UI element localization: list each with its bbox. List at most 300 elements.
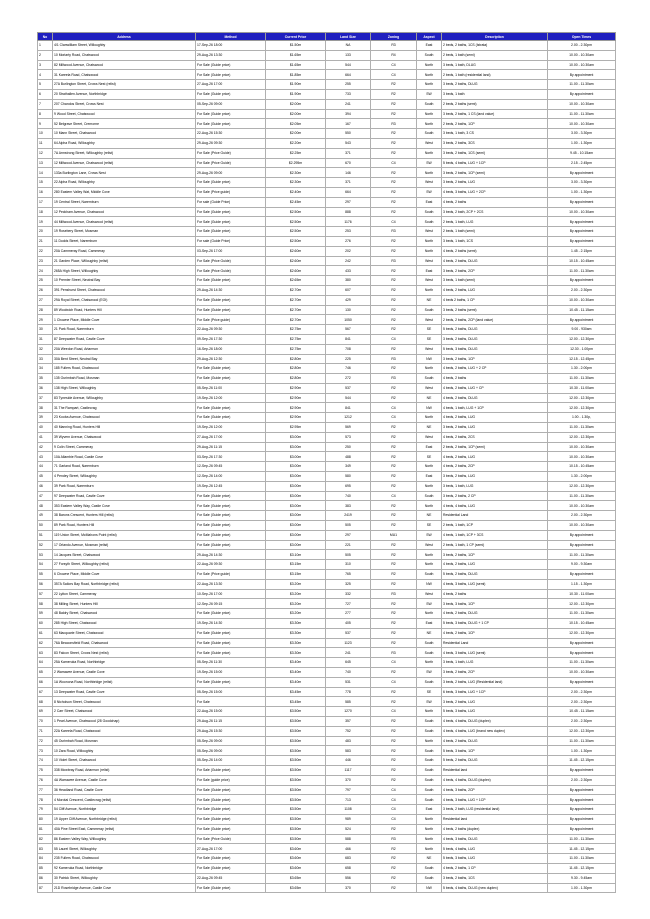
- row-number: 23: [38, 256, 53, 266]
- price-cell: $3.20m: [266, 579, 326, 589]
- table-row[interactable]: [38, 432, 616, 442]
- aspect-cell: North: [417, 364, 442, 374]
- address-cell: 12 Peckham Avenue, Chatswood: [53, 207, 196, 217]
- address-cell: 6 Chowne Place, Middle Cove: [53, 570, 196, 580]
- aspect-cell: North: [417, 119, 442, 129]
- description-cell: 5 beds, 4 baths, LUG + 1CP: [442, 158, 548, 168]
- table-row[interactable]: [38, 707, 616, 717]
- open-times-cell: 12.30 - 1.00pm: [548, 344, 616, 354]
- column-header-land-size[interactable]: Land Size: [326, 33, 371, 41]
- zoning-cell: R3: [371, 374, 417, 384]
- address-cell: 30A Bent Street, Neutral Bay: [53, 354, 196, 364]
- land-size-cell: 588: [326, 834, 371, 844]
- row-number: 60: [38, 619, 53, 629]
- table-row[interactable]: [38, 295, 616, 305]
- address-cell: 10A Allambie Road, Castle Cove: [53, 452, 196, 462]
- zoning-cell: R2: [371, 99, 417, 109]
- land-size-cell: 505: [326, 521, 371, 531]
- table-row[interactable]: [38, 109, 616, 119]
- table-row[interactable]: [38, 775, 616, 785]
- aspect-cell: North: [417, 462, 442, 472]
- zoning-cell: R2: [371, 756, 417, 766]
- row-number: 15: [38, 178, 53, 188]
- price-cell: $3.50m: [266, 756, 326, 766]
- table-row[interactable]: [38, 511, 616, 521]
- price-cell: $3.00m: [266, 511, 326, 521]
- method-cell: 27-Aug-26 17:00: [196, 80, 266, 90]
- zoning-cell: R2: [371, 168, 417, 178]
- table-row[interactable]: [38, 785, 616, 795]
- land-size-cell: 130: [326, 305, 371, 315]
- column-header-method[interactable]: Method: [196, 33, 266, 41]
- method-cell: For Sale (Guide price): [196, 60, 266, 70]
- address-cell: 76A Beaconsfield Road, Chatswood: [53, 638, 196, 648]
- zoning-cell: R2: [371, 187, 417, 197]
- table-row[interactable]: [38, 854, 616, 864]
- description-cell: 4 beds, 2 baths, 2CP: [442, 462, 548, 472]
- table-row[interactable]: [38, 472, 616, 482]
- land-size-cell: 272: [326, 374, 371, 384]
- aspect-cell: SE: [417, 452, 442, 462]
- description-cell: 4 beds, 4 baths, DLUG (duplex): [442, 775, 548, 785]
- row-number: 41: [38, 432, 53, 442]
- price-cell: $2.60m: [266, 246, 326, 256]
- price-cell: $3.50m: [266, 814, 326, 824]
- table-row[interactable]: [38, 795, 616, 805]
- method-cell: For sale (Guide Price): [196, 236, 266, 246]
- table-row[interactable]: [38, 315, 616, 325]
- method-cell: 12-Sep-26 14:00: [196, 472, 266, 482]
- row-number: 55: [38, 570, 53, 580]
- zoning-cell: R2: [371, 609, 417, 619]
- table-row[interactable]: [38, 246, 616, 256]
- aspect-cell: NE: [417, 295, 442, 305]
- price-cell: $3.00m: [266, 432, 326, 442]
- aspect-cell: NW: [417, 883, 442, 893]
- address-cell: 21 Garden Place, Willoughby (relist): [53, 256, 196, 266]
- table-row[interactable]: [38, 677, 616, 687]
- aspect-cell: South: [417, 746, 442, 756]
- table-row[interactable]: [38, 158, 616, 168]
- open-times-cell: 12.00 - 12.30pm: [548, 334, 616, 344]
- description-cell: 2 beds, 2 baths, 1CP: [442, 119, 548, 129]
- address-cell: 92 Kameruka Road, Northbridge: [53, 863, 196, 873]
- price-cell: $2.90m: [266, 383, 326, 393]
- table-row[interactable]: [38, 579, 616, 589]
- table-row[interactable]: [38, 726, 616, 736]
- row-number: 69: [38, 707, 53, 717]
- table-row[interactable]: [38, 413, 616, 423]
- table-row[interactable]: [38, 119, 616, 129]
- address-cell: 353 Eastern Valley Way, Castle Cove: [53, 501, 196, 511]
- address-cell: 54 Cliff Avenue, Northbridge: [53, 805, 196, 815]
- method-cell: For Sale (Guide price): [196, 638, 266, 648]
- table-row[interactable]: [38, 648, 616, 658]
- description-cell: 2 beds, 2 baths, 1CP (semi): [442, 442, 548, 452]
- table-row[interactable]: [38, 805, 616, 815]
- row-number: 72: [38, 736, 53, 746]
- zoning-cell: R2: [371, 599, 417, 609]
- table-row[interactable]: [38, 168, 616, 178]
- table-row[interactable]: [38, 256, 616, 266]
- land-size-cell: 276: [326, 236, 371, 246]
- table-row[interactable]: [38, 746, 616, 756]
- table-row[interactable]: [38, 756, 616, 766]
- description-cell: 3 beds, 1 bath, 3 CS: [442, 129, 548, 139]
- table-row[interactable]: [38, 824, 616, 834]
- address-cell: 45 Ourimbah Road, Mosman: [53, 736, 196, 746]
- table-row[interactable]: [38, 325, 616, 335]
- land-size-cell: 255: [326, 80, 371, 90]
- zoning-cell: R3: [371, 227, 417, 237]
- table-row[interactable]: [38, 814, 616, 824]
- table-row[interactable]: [38, 374, 616, 384]
- price-cell: $2.295m: [266, 158, 326, 168]
- table-row[interactable]: [38, 344, 616, 354]
- table-row[interactable]: [38, 236, 616, 246]
- land-size-cell: 253: [326, 227, 371, 237]
- table-row[interactable]: [38, 570, 616, 580]
- address-cell: 83 Falcon Street, Crows Nest (relist): [53, 648, 196, 658]
- table-row[interactable]: [38, 442, 616, 452]
- land-size-cell: 841: [326, 403, 371, 413]
- zoning-cell: R2: [371, 236, 417, 246]
- zoning-cell: R2: [371, 383, 417, 393]
- table-row[interactable]: [38, 393, 616, 403]
- table-row[interactable]: [38, 668, 616, 678]
- price-cell: $2.95m: [266, 423, 326, 433]
- land-size-cell: 370: [326, 775, 371, 785]
- column-header-open-times[interactable]: Open Times: [548, 33, 616, 41]
- land-size-cell: 297: [326, 197, 371, 207]
- zoning-cell: R2: [371, 138, 417, 148]
- row-number: 13: [38, 158, 53, 168]
- row-number: 74: [38, 756, 53, 766]
- price-cell: $2.05m: [266, 119, 326, 129]
- address-cell: 89 Park Road, Hunters Hill: [53, 521, 196, 531]
- table-row[interactable]: [38, 697, 616, 707]
- table-row[interactable]: [38, 550, 616, 560]
- address-cell: 44 Millwood Avenue, Chatswood (relist): [53, 217, 196, 227]
- open-times-cell: 10.00 - 10.30am: [548, 452, 616, 462]
- land-size-cell: 202: [326, 246, 371, 256]
- table-row[interactable]: [38, 481, 616, 491]
- table-row[interactable]: [38, 217, 616, 227]
- open-times-cell: By appointment: [548, 805, 616, 815]
- open-times-cell: 10.00 - 10.30am: [548, 295, 616, 305]
- method-cell: For Sale (Price Guide): [196, 256, 266, 266]
- method-cell: 05-Sep-26 09:00: [196, 99, 266, 109]
- description-cell: Residential Land: [442, 638, 548, 648]
- table-row[interactable]: [38, 266, 616, 276]
- open-times-cell: By appointment: [548, 197, 616, 207]
- zoning-cell: R2: [371, 129, 417, 139]
- method-cell: For Sale (Guide price): [196, 70, 266, 80]
- open-times-cell: By appointment: [548, 814, 616, 824]
- table-row[interactable]: [38, 530, 616, 540]
- table-row[interactable]: [38, 187, 616, 197]
- price-cell: $3.50m: [266, 765, 326, 775]
- zoning-cell: R2: [371, 266, 417, 276]
- open-times-cell: 11.00 - 11.30am: [548, 609, 616, 619]
- table-row[interactable]: [38, 305, 616, 315]
- land-size-cell: 607: [326, 285, 371, 295]
- open-times-cell: 12.00 - 12.30pm: [548, 481, 616, 491]
- table-row[interactable]: [38, 89, 616, 99]
- address-cell: 8 Nicholson Street, Chatswood: [53, 697, 196, 707]
- aspect-cell: SW: [417, 158, 442, 168]
- table-row[interactable]: [38, 423, 616, 433]
- description-cell: 3 beds, 2 baths, 1CP: [442, 354, 548, 364]
- address-cell: 87 Deepwater Road, Castle Cove: [53, 334, 196, 344]
- address-cell: 119 Union Street, McMahons Point (relist): [53, 530, 196, 540]
- open-times-cell: By appointment: [548, 217, 616, 227]
- description-cell: 2 beds, 2 baths, 2CP (land value): [442, 315, 548, 325]
- price-cell: $2.75m: [266, 325, 326, 335]
- zoning-cell: R2: [371, 550, 417, 560]
- table-row[interactable]: [38, 687, 616, 697]
- method-cell: For Sale (Guide price): [196, 227, 266, 237]
- open-times-cell: 2.00 - 2.30pm: [548, 697, 616, 707]
- row-number: 31: [38, 334, 53, 344]
- table-row[interactable]: [38, 883, 616, 893]
- description-cell: 4 beds, 2 baths, 1 CP: [442, 863, 548, 873]
- price-cell: $3.15m: [266, 560, 326, 570]
- zoning-cell: R2: [371, 305, 417, 315]
- aspect-cell: SE: [417, 687, 442, 697]
- method-cell: 27-Aug-26 17:00: [196, 432, 266, 442]
- table-row[interactable]: [38, 99, 616, 109]
- description-cell: 3 beds, 2 baths, LUG (Residential land): [442, 677, 548, 687]
- land-size-cell: 433: [326, 266, 371, 276]
- address-cell: 285 High Street, Chatswood: [53, 619, 196, 629]
- land-size-cell: 797: [326, 785, 371, 795]
- zoning-cell: C4: [371, 70, 417, 80]
- description-cell: 3 beds, 1 bath (semi): [442, 276, 548, 286]
- method-cell: 19-Sep-26 15:00: [196, 668, 266, 678]
- zoning-cell: C4: [371, 785, 417, 795]
- method-cell: For Sale (Guide price): [196, 374, 266, 384]
- description-cell: 3 beds, 2 bath, LUG (residential land): [442, 805, 548, 815]
- method-cell: For Sale (Guide price): [196, 364, 266, 374]
- price-cell: $3.60m: [266, 844, 326, 854]
- description-cell: 3 beds, 2 baths, 1CS: [442, 873, 548, 883]
- table-row[interactable]: [38, 364, 616, 374]
- address-cell: 14 Jacques Street, Chatswood: [53, 550, 196, 560]
- zoning-cell: R2: [371, 501, 417, 511]
- row-number: 80: [38, 814, 53, 824]
- row-number: 87: [38, 883, 53, 893]
- table-row[interactable]: [38, 138, 616, 148]
- price-cell: $2.00m: [266, 99, 326, 109]
- column-header-zoning[interactable]: Zoning: [371, 33, 417, 41]
- table-row[interactable]: [38, 197, 616, 207]
- zoning-cell: R2: [371, 148, 417, 158]
- table-row[interactable]: [38, 276, 616, 286]
- row-number: 66: [38, 677, 53, 687]
- description-cell: 3 beds, 2 baths, 2CP: [442, 266, 548, 276]
- table-row[interactable]: [38, 207, 616, 217]
- open-times-cell: 1.00 - 1.30pm: [548, 883, 616, 893]
- table-row[interactable]: [38, 462, 616, 472]
- table-row[interactable]: [38, 70, 616, 80]
- row-number: 71: [38, 726, 53, 736]
- table-row[interactable]: [38, 540, 616, 550]
- table-row[interactable]: [38, 354, 616, 364]
- zoning-cell: R2: [371, 521, 417, 531]
- land-size-cell: 242: [326, 256, 371, 266]
- description-cell: 4 beds, 3 baths, LUG + 1CP: [442, 795, 548, 805]
- open-times-cell: 1.45 - 2.15pm: [548, 246, 616, 256]
- method-cell: For Sale (Guide price): [196, 413, 266, 423]
- row-number: 5: [38, 80, 53, 90]
- open-times-cell: 1.30 - 2.00pm: [548, 364, 616, 374]
- method-cell: 29-Aug-26 11:15: [196, 716, 266, 726]
- price-cell: $3.20m: [266, 609, 326, 619]
- table-row[interactable]: [38, 452, 616, 462]
- table-row[interactable]: [38, 491, 616, 501]
- description-cell: 3 beds, 1 bath, 1CS: [442, 236, 548, 246]
- land-size-cell: 371: [326, 148, 371, 158]
- row-number: 75: [38, 765, 53, 775]
- land-size-cell: 429: [326, 295, 371, 305]
- column-header-current-price[interactable]: Current Price: [266, 33, 326, 41]
- zoning-cell: C4: [371, 491, 417, 501]
- table-row[interactable]: [38, 148, 616, 158]
- table-row[interactable]: [38, 638, 616, 648]
- table-row[interactable]: [38, 334, 616, 344]
- method-cell: 05-Sep-26 09:00: [196, 736, 266, 746]
- method-cell: 16-Sep-26 18:00: [196, 344, 266, 354]
- price-cell: $2.40m: [266, 187, 326, 197]
- price-cell: $2.50m: [266, 207, 326, 217]
- table-row[interactable]: [38, 50, 616, 60]
- aspect-cell: South: [417, 873, 442, 883]
- row-number: 53: [38, 550, 53, 560]
- zoning-cell: R2: [371, 697, 417, 707]
- land-size-cell: 740: [326, 491, 371, 501]
- table-row[interactable]: [38, 599, 616, 609]
- table-row[interactable]: [38, 41, 616, 51]
- table-row[interactable]: [38, 129, 616, 139]
- table-row[interactable]: [38, 383, 616, 393]
- land-size-cell: 1270: [326, 707, 371, 717]
- price-cell: $3.30m: [266, 628, 326, 638]
- description-cell: 5 beds, 3 baths, DLUG + 1 CP: [442, 619, 548, 629]
- zoning-cell: C4: [371, 413, 417, 423]
- column-header-no[interactable]: No: [38, 33, 53, 41]
- column-header-aspect[interactable]: Aspect: [417, 33, 442, 41]
- table-row[interactable]: [38, 285, 616, 295]
- table-row[interactable]: [38, 619, 616, 629]
- open-times-cell: 12.15 - 12.45pm: [548, 354, 616, 364]
- land-size-cell: 585: [326, 697, 371, 707]
- table-row[interactable]: [38, 736, 616, 746]
- zoning-cell: C4: [371, 677, 417, 687]
- table-row[interactable]: [38, 60, 616, 70]
- row-number: 18: [38, 207, 53, 217]
- address-cell: 29A Royal Street, Chatswood (EOI): [53, 295, 196, 305]
- method-cell: 22-Aug-26 15:00: [196, 707, 266, 717]
- aspect-cell: North: [417, 834, 442, 844]
- column-header-address[interactable]: Address: [53, 33, 196, 41]
- table-row[interactable]: [38, 403, 616, 413]
- open-times-cell: 2.00 - 2.30pm: [548, 511, 616, 521]
- land-size-cell: 708: [326, 344, 371, 354]
- address-cell: 55 Laurel Street, Willoughby: [53, 844, 196, 854]
- open-times-cell: 9.00 - 9.30am: [548, 560, 616, 570]
- method-cell: For Sale (Price guide): [196, 187, 266, 197]
- table-row[interactable]: [38, 628, 616, 638]
- table-row[interactable]: [38, 765, 616, 775]
- open-times-cell: 3.00 - 3.30pm: [548, 129, 616, 139]
- table-row[interactable]: [38, 80, 616, 90]
- table-row[interactable]: [38, 834, 616, 844]
- address-cell: 7A Armstrong Street, Willoughby (relist): [53, 148, 196, 158]
- open-times-cell: 10.00 - 10.30am: [548, 521, 616, 531]
- table-row[interactable]: [38, 609, 616, 619]
- aspect-cell: West: [417, 276, 442, 286]
- price-cell: $2.90m: [266, 413, 326, 423]
- land-size-cell: 310: [326, 560, 371, 570]
- method-cell: For Sale (Guide price): [196, 89, 266, 99]
- land-size-cell: 746: [326, 364, 371, 374]
- row-number: 1: [38, 41, 53, 51]
- table-row[interactable]: [38, 658, 616, 668]
- address-cell: 83 Tyneside Avenue, Willoughby: [53, 393, 196, 403]
- price-cell: $3.65m: [266, 883, 326, 893]
- open-times-cell: 10.30 - 11.00am: [548, 383, 616, 393]
- method-cell: 22-Aug-26 13:30: [196, 579, 266, 589]
- price-cell: $3.40m: [266, 658, 326, 668]
- land-size-cell: 505: [326, 550, 371, 560]
- row-number: 17: [38, 197, 53, 207]
- table-row[interactable]: [38, 589, 616, 599]
- table-row[interactable]: [38, 521, 616, 531]
- price-cell: $2.45m: [266, 197, 326, 207]
- table-row[interactable]: [38, 178, 616, 188]
- aspect-cell: SE: [417, 334, 442, 344]
- land-size-cell: 841: [326, 334, 371, 344]
- land-size-cell: NA: [326, 41, 371, 51]
- table-row[interactable]: [38, 227, 616, 237]
- aspect-cell: West: [417, 256, 442, 266]
- method-cell: For Sale (Guide price): [196, 814, 266, 824]
- address-cell: 21 Park Road, Naremburn: [53, 325, 196, 335]
- aspect-cell: SW: [417, 668, 442, 678]
- description-cell: 5 beds, 2 baths, DLUG: [442, 570, 548, 580]
- table-row[interactable]: [38, 501, 616, 511]
- column-header-description[interactable]: Description: [442, 33, 548, 41]
- row-number: 19: [38, 217, 53, 227]
- description-cell: Residential land: [442, 765, 548, 775]
- table-row[interactable]: [38, 716, 616, 726]
- row-number: 24: [38, 266, 53, 276]
- description-cell: 4 beds, 3 baths, LUG (semi): [442, 648, 548, 658]
- zoning-cell: R2: [371, 481, 417, 491]
- aspect-cell: East: [417, 472, 442, 482]
- open-times-cell: 1.00 - 1.30pm: [548, 187, 616, 197]
- open-times-cell: By appointment: [548, 276, 616, 286]
- table-row[interactable]: [38, 560, 616, 570]
- aspect-cell: South: [417, 756, 442, 766]
- table-row[interactable]: [38, 863, 616, 873]
- table-row[interactable]: [38, 873, 616, 883]
- description-cell: 4 beds, 2 baths, DLUG: [442, 609, 548, 619]
- address-cell: 20A Weedon Road, Artarmon: [53, 344, 196, 354]
- method-cell: 29-Aug-26 14:30: [196, 550, 266, 560]
- table-row[interactable]: [38, 844, 616, 854]
